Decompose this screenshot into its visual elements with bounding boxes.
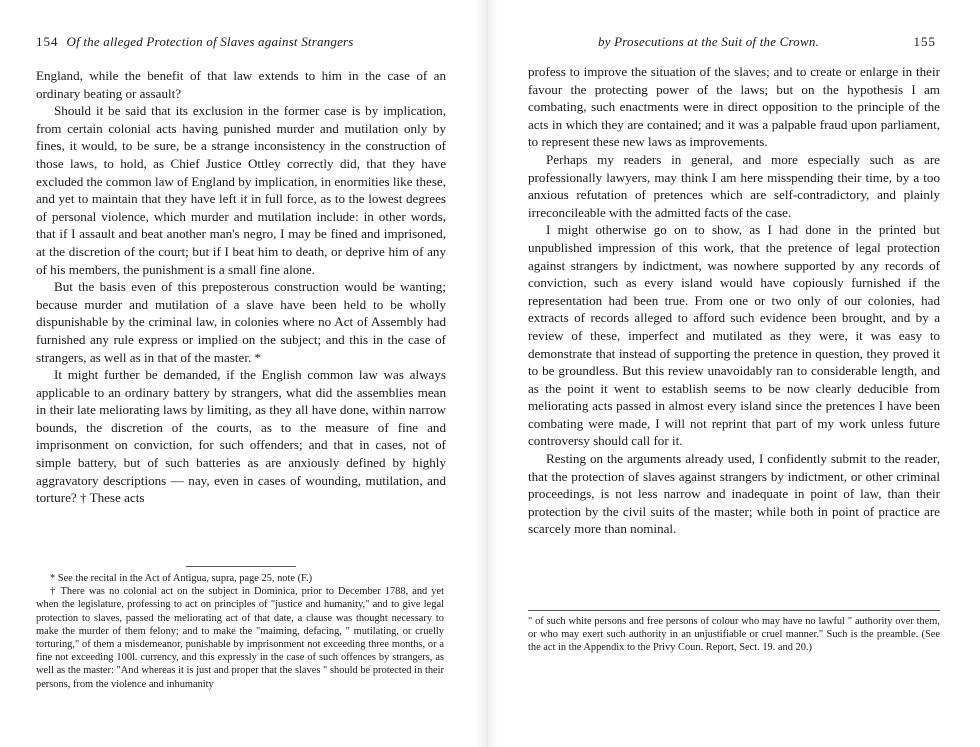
paragraph: profess to improve the situation of the slaves; and to create or enlarge in their favour the protecting power of the laws; but on the hypothesis I am combating, such enactments were in direct opposition to the principle of the acts in which they are contained; and it was a palpable fraud upon parliament, to represent these new laws as improvements. <box>528 64 940 150</box>
paragraph: I might otherwise go on to show, as I had done in the printed but unpublished impression of this work, that the pretence of legal protection against strangers by indictment, was nowhere supported by any records of conviction, such as every island would have copiously furnished if the representation had been true. From one or two only of our colonies, had extracts of records alleged to afford such evidence been brought, and by a review of these, imperfect and mutilated as they were, it was easy to demonstrate that instead of supporting the pretence in question, they proved it to be groundless. But this review unavoidably ran to considerable length, and as the point it went to establish seems to be now clearly deducible from meliorating acts passed in almost every island since the pretences I have been combating were made, I will not reprint that part of my work unless future controversy should call for it. <box>528 222 940 449</box>
footnote-rule <box>528 610 940 611</box>
footnote: " of such white persons and free persons of colour who may have no lawful " authority over them, or who may exert such authority in an unjustifiable or cruel manner." Such is the preamble. (See the act in the Appendix to the Privy Coun. Report, Sect. 19. and 20.) <box>528 616 940 654</box>
right-running-head: by Prosecutions at the Suit of the Crown. <box>598 34 819 49</box>
footnote: † There was no colonial act on the subject in Dominica, prior to December 1788, and yet when the legislature, professing to act on principles of "justice and humanity," and to give legal protection to slaves, passed the meliorating act of that date, a clause was thought necessary to make the murder of them felony; and to make the "maiming, defacing, " mutilating, or cruelly torturing," of them a misdemeanor, punishable by imprisonment not exceeding three months, or a fine not exceeding 100l. currency, and this expressly in the case of such offences by strangers, as well as the master: "And whereas it is just and proper that the slaves " should be protected in their persons, from the violence and inhumanity <box>36 586 444 690</box>
paragraph: England, while the benefit of that law extends to him in the case of an ordinary beating or assault? <box>36 68 446 101</box>
right-footnotes <box>528 610 940 655</box>
footnote: * See the recital in the Act of Antigua, supra, page 25, note (F.) <box>50 573 313 584</box>
right-page-header <box>598 34 936 50</box>
left-page-number: 154 <box>36 34 59 49</box>
left-page-header <box>36 34 440 50</box>
paragraph: But the basis even of this preposterous construction would be wanting; because murder and mutilation of a slave have been held to be wholly dispunishable by the criminal law, in colonies where no Act of Assembly had furnished any rule express or implied on the subject; and this in the case of strangers, as well as in that of the master. * <box>36 279 446 365</box>
left-footnotes <box>36 566 444 691</box>
paragraph: Resting on the arguments already used, I confidently submit to the reader, that the protection of slaves against strangers by indictment, or other criminal proceedings, is not less narrow and inadequate in point of law, than their protection by the civil suits of the master; while both in point of practice are scarcely more than nominal. <box>528 451 940 537</box>
left-page-body <box>36 67 446 507</box>
right-page-body <box>528 63 940 538</box>
paragraph: Should it be said that its exclusion in the former case is by implication, from certain colonial acts having punished murder and mutilation only by fines, it would, to be sure, be a strange inconsistency in the construction of those laws, to hold, as Chief Justice Ottley correctly did, that they have excluded the common law of England by implication, in enormities like these, and yet to maintain that they have left it in full force, as to the lowest degrees of personal violence, which murder and mutilation include: in other words, that if I assault and beat another man's negro, I may be fined and imprisoned, at the discretion of the court; but if I beat him to death, or deprive him of any of his members, the punishment is a small fine alone. <box>36 103 446 277</box>
paragraph: It might further be demanded, if the English common law was always applicable to an ordinary battery by strangers, what did the assemblies mean in their late meliorating laws by limiting, as they all have done, within narrow bounds, the discretion of the courts, as to the measure of fine and imprisonment on conviction, for such offenders; and that in cases, not of simple battery, but of such batteries as are anxiously defined by highly aggravatory descriptions — nay, even in cases of wounding, mutilation, and torture? † These acts <box>36 367 446 506</box>
right-page-number: 155 <box>913 34 936 49</box>
book-gutter <box>476 0 498 747</box>
left-running-head: Of the alleged Protection of Slaves against Strangers <box>66 34 354 49</box>
footnote-rule <box>186 566 296 567</box>
paragraph: Perhaps my readers in general, and more especially such as are professionally lawyers, may think I am here misspending their time, by a too anxious refutation of pretences which are self-contradictory, and plainly irreconcileable with the admitted facts of the case. <box>528 151 940 220</box>
